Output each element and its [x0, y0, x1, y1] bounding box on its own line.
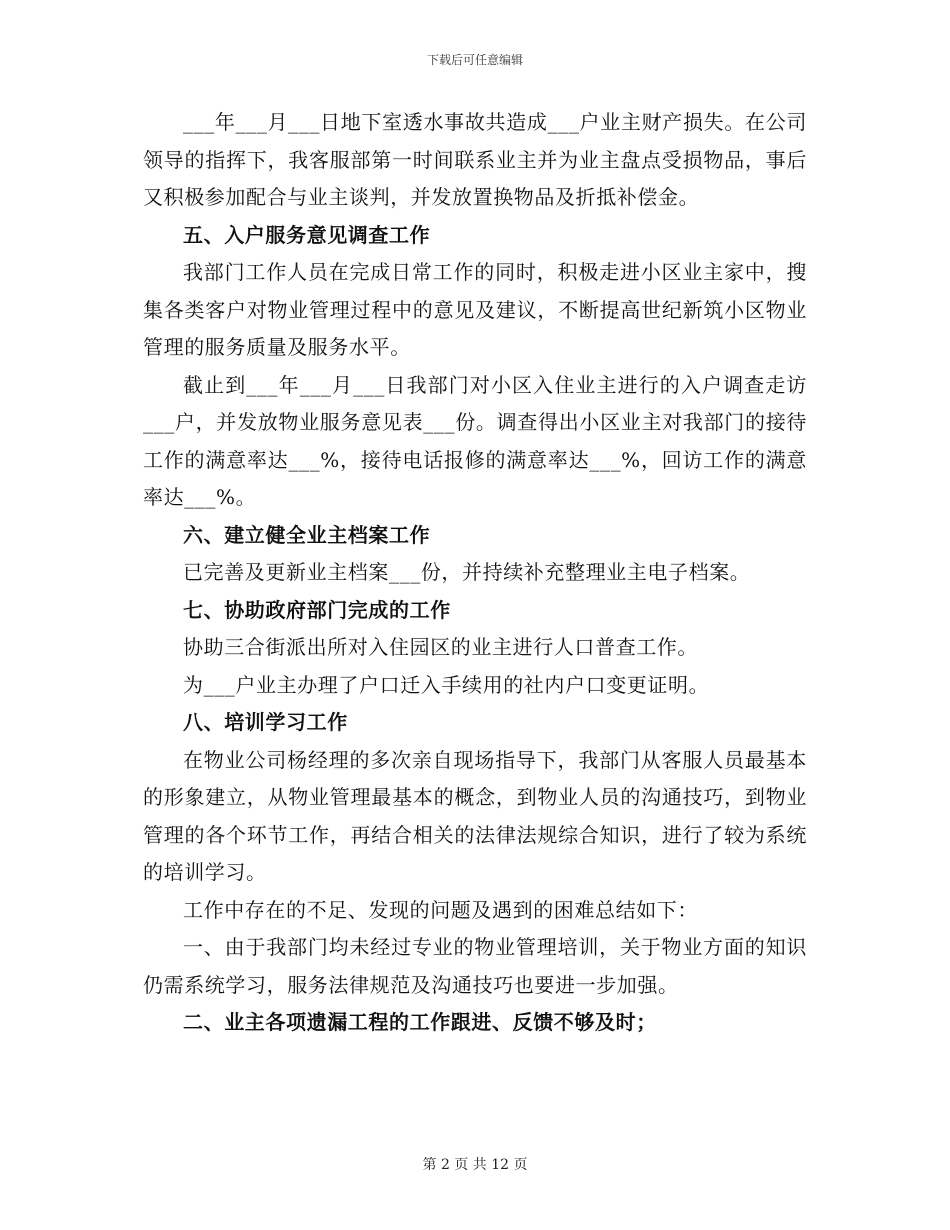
paragraph-census: 协助三合街派出所对入住园区的业主进行人口普查工作。 [183, 635, 698, 659]
paragraph-home-visits: 我部门工作人员在完成日常工作的同时，积极走进小区业主家中，搜集各类客户对物业管理过程中的意见及建议，不断提高世纪新筑小区物业管理的服务质量及服务水平。 [143, 260, 807, 359]
section-heading-8: 八、培训学习工作 [183, 710, 348, 734]
section-heading-5: 五、入户服务意见调查工作 [183, 222, 431, 247]
page-footer: 第 2 页 共 12 页 [422, 1157, 528, 1173]
paragraph-shortcoming-1: 一、由于我部门均未经过专业的物业管理培训，关于物业方面的知识仍需系统学习，服务法律规范及沟通技巧也要进一步加强。 [143, 935, 807, 997]
paragraph-owner-archives: 已完善及更新业主档案___份，并持续补充整理业主电子档案。 [183, 560, 751, 584]
section-heading-7: 七、协助政府部门完成的工作 [183, 597, 451, 622]
paragraph-shortcomings-intro: 工作中存在的不足、发现的问题及遇到的困难总结如下： [183, 897, 698, 922]
paragraph-training: 在物业公司杨经理的多次亲自现场指导下，我部门从客服人员最基本的形象建立，从物业管理最基本的概念，到物业人员的沟通技巧，到物业管理的各个环节工作，再结合相关的法律法规综合知识，进行了较为系统的培训学习。 [143, 747, 807, 884]
paragraph-loss-incident: ___年___月___日地下室透水事故共造成___户业主财产损失。在公司领导的指挥下，我客服部第一时间联系业主并为业主盘点受损物品，事后又积极参加配合与业主谈判，并发放置换物品及折抵补偿金。 [143, 110, 807, 209]
paragraph-household-registration: 为___户业主办理了户口迁入手续用的社内户口变更证明。 [183, 672, 710, 697]
paragraph-shortcoming-2: 二、业主各项遗漏工程的工作跟进、反馈不够及时； [183, 1010, 657, 1034]
document-body [143, 104, 807, 1042]
paragraph-survey-results: 截止到___年___月___日我部门对小区入住业主进行的入户调查走访___户，并发放物业服务意见表___份。调查得出小区业主对我部门的接待工作的满意率达___%，接待电话报修的满意率达___%，回访工作的满意率达___%。 [143, 372, 807, 509]
page-header: 下载后可任意编辑 [426, 53, 523, 67]
section-heading-6: 六、建立健全业主档案工作 [183, 522, 431, 547]
